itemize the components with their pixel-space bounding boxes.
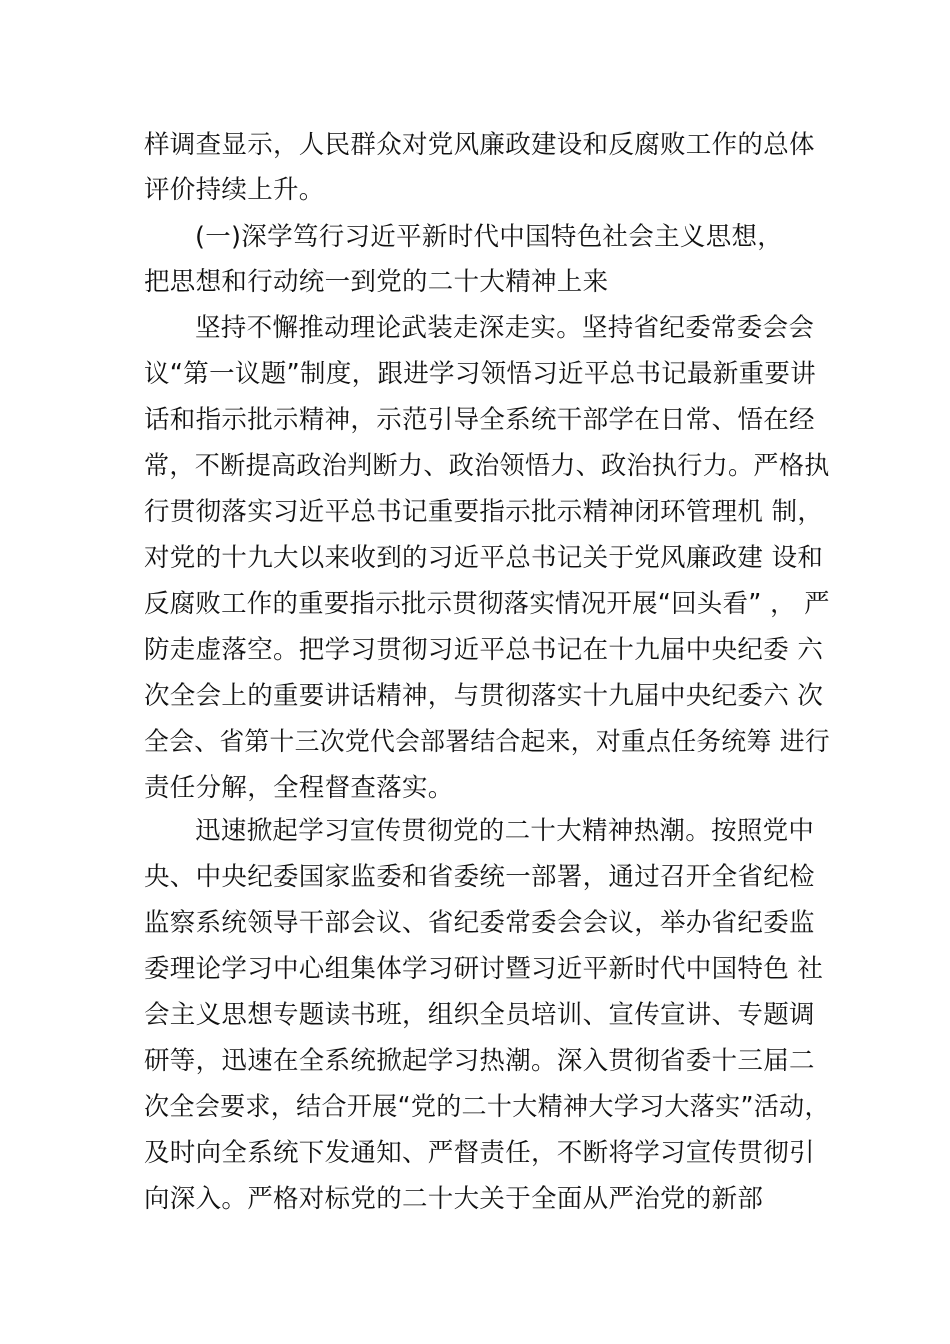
text-line: 话和指示批示精神，示范引导全系统干部学在日常、悟在经 <box>144 405 815 435</box>
section-heading: (一)深学笃行习近平新时代中国特色社会主义思想， <box>195 222 784 252</box>
text-line: 委理论学习中心组集体学习研讨暨习近平新时代中国特色 社 <box>144 954 824 984</box>
text-line: 反腐败工作的重要指示批示贯彻落实情况开展“回头看” ， 严 <box>144 589 830 619</box>
text-line: 常，不断提高政治判断力、政治领悟力、政治执行力。严格执 <box>144 451 830 481</box>
text-line: 全会、省第十三次党代会部署结合起来，对重点任务统筹 进行 <box>144 727 831 757</box>
paragraph-start: 坚持不懈推动理论武装走深走实。坚持省纪委常委会会 <box>195 313 815 343</box>
text-line: 行贯彻落实习近平总书记重要指示批示精神闭环管理机 制， <box>144 497 824 527</box>
text-line: 责任分解，全程督查落实。 <box>144 773 454 803</box>
text-line: 防走虚落空。把学习贯彻习近平总书记在十九届中央纪委 六 <box>144 635 824 665</box>
text-line: 次全会上的重要讲话精神，与贯彻落实十九届中央纪委六 次 <box>144 681 824 711</box>
text-line: 评价持续上升。 <box>144 175 325 205</box>
text-line: 次全会要求，结合开展“党的二十大精神大学习大落实”活动， <box>144 1092 830 1122</box>
text-line: 向深入。严格对标党的二十大关于全面从严治党的新部 <box>144 1184 764 1214</box>
text-line: 样调查显示，人民群众对党风廉政建设和反腐败工作的总体 <box>144 130 815 160</box>
paragraph-start: 迅速掀起学习宣传贯彻党的二十大精神热潮。按照党中 <box>195 816 815 846</box>
text-line: 研等，迅速在全系统掀起学习热潮。深入贯彻省委十三届二 <box>144 1046 815 1076</box>
text-line: 对党的十九大以来收到的习近平总书记关于党风廉政建 设和 <box>144 543 824 573</box>
text-line: 监察系统领导干部会议、省纪委常委会会议，举办省纪委监 <box>144 908 815 938</box>
section-heading: 把思想和行动统一到党的二十大精神上来 <box>144 267 609 297</box>
text-line: 议“第一议题”制度，跟进学习领悟习近平总书记最新重要讲 <box>144 359 817 389</box>
text-line: 央、中央纪委国家监委和省委统一部署，通过召开全省纪检 <box>144 862 815 892</box>
text-line: 会主义思想专题读书班，组织全员培训、宣传宣讲、专题调 <box>144 1000 815 1030</box>
text-line: 及时向全系统下发通知、严督责任，不断将学习宣传贯彻引 <box>144 1138 815 1168</box>
